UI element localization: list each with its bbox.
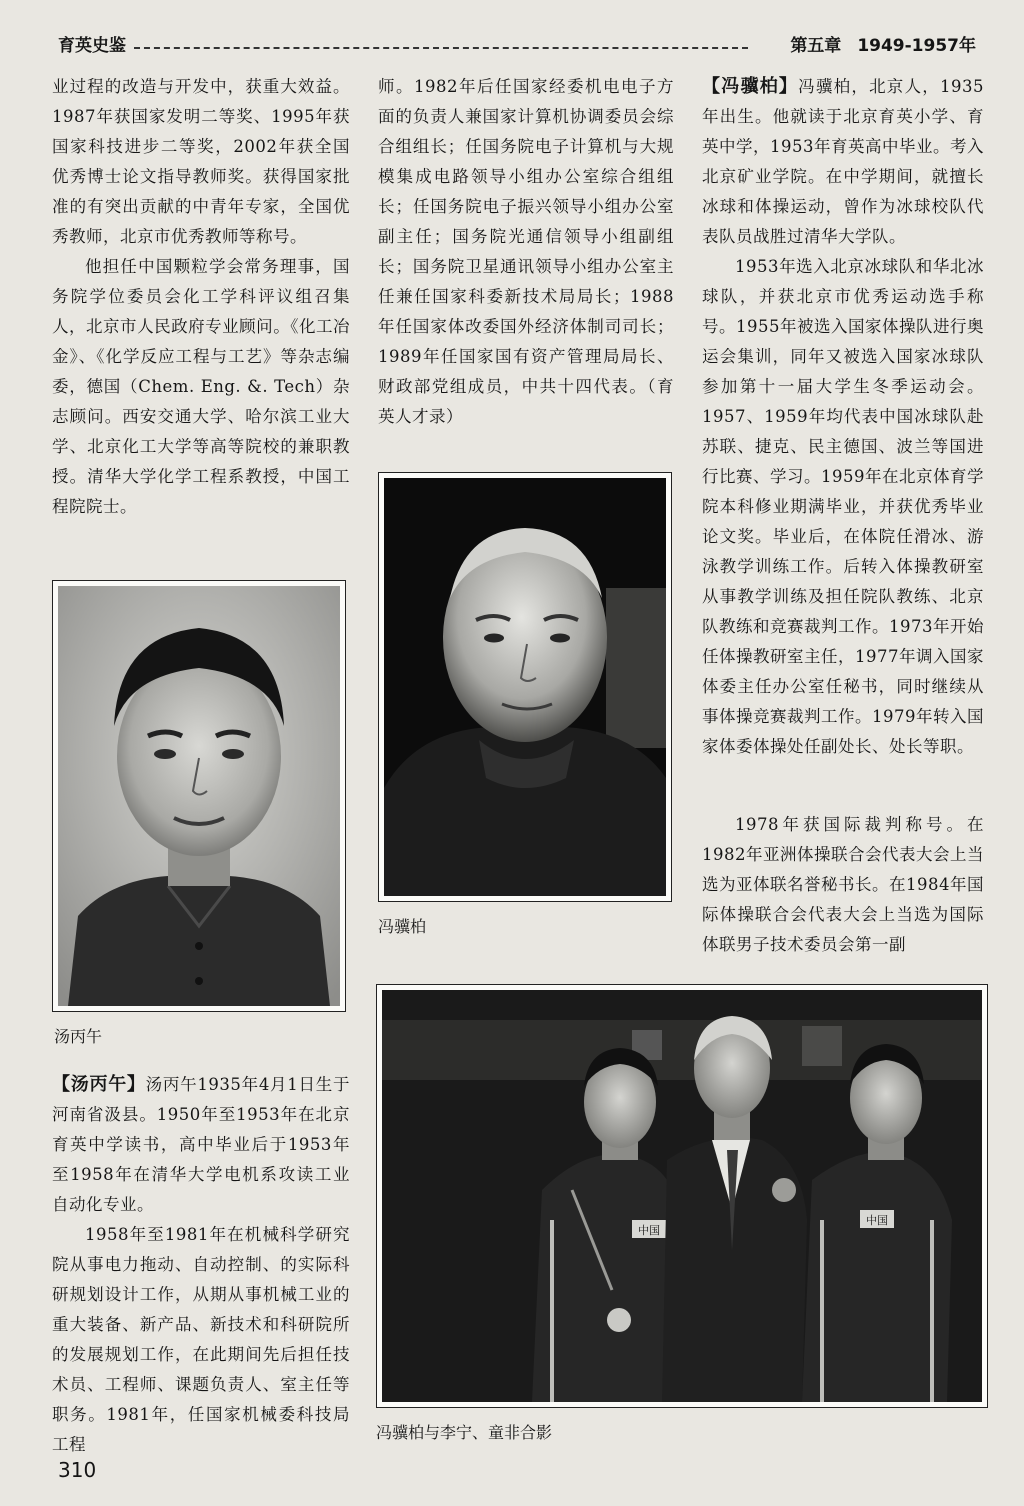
portrait-feng-jibai-image bbox=[384, 478, 666, 896]
group-photo bbox=[376, 984, 988, 1408]
paragraph: 他担任中国颗粒学会常务理事，国务院学位委员会化工学科评议组召集人，北京市人民政府专业顾问。《化工冶金》、《化学反应工程与工艺》等杂志编委，德国（Chem. Eng. &. Tech）杂志顾问。西安交通大学、哈尔滨工业大学、北京化工大学等高等院校的兼职教授。清华大学化学工程系教授，中国工程院院士。 bbox=[52, 257, 350, 516]
chapter-years: 1949-1957年 bbox=[857, 36, 976, 56]
entry-text: 汤丙午1935年4月1日生于河南省汲县。1950年至1953年在北京育英中学读书，高中毕业后于1953年至1958年在清华大学电机系攻读工业自动化专业。 bbox=[52, 1075, 350, 1214]
entry-text: 冯骥柏，北京人，1935年出生。他就读于北京育英小学、育英中学，1953年育英高中毕业。考入北京矿业学院。在中学期间，就擅长冰球和体操运动，曾作为冰球校队代表队员战胜过清华大学队。 bbox=[702, 77, 984, 246]
portrait-tang-bingwu bbox=[52, 580, 346, 1012]
middle-column-text bbox=[378, 72, 674, 432]
portrait-feng-jibai bbox=[378, 472, 672, 902]
group-photo-image bbox=[382, 990, 982, 1402]
page-header bbox=[52, 34, 976, 60]
jersey-label-right: 中国 bbox=[866, 1214, 888, 1227]
portrait-tang-caption: 汤丙午 bbox=[54, 1027, 103, 1046]
entry-tang-bingwu bbox=[52, 1070, 350, 1220]
book-title: 育英史鉴 bbox=[58, 36, 126, 56]
paragraph: 业过程的改造与开发中，获重大效益。1987年获国家发明二等奖、1995年获国家科技进步二等奖，2002年获全国优秀博士论文指导教师奖。获得国家批准的有突出贡献的中青年专家，全国优秀教师，北京市优秀教师等称号。 bbox=[52, 77, 350, 246]
entry-name-label: 【冯骥柏】 bbox=[702, 76, 799, 97]
group-photo-caption: 冯骥柏与李宁、童非合影 bbox=[376, 1423, 553, 1442]
paragraph: 1978年获国际裁判称号。在1982年亚洲体操联合会代表大会上当选为亚体联名誉秘书长。在1984年国际体操联合会代表大会上当选为国际体联男子技术委员会第一副 bbox=[702, 815, 984, 954]
portrait-tang-bingwu-image bbox=[58, 586, 340, 1006]
chapter-heading bbox=[790, 34, 976, 58]
portrait-feng-caption: 冯骥柏 bbox=[378, 917, 427, 936]
jersey-label-left: 中国 bbox=[638, 1224, 660, 1237]
left-column-entry bbox=[52, 1066, 350, 1460]
right-column-continued bbox=[702, 810, 984, 960]
paragraph: 1958年至1981年在机械科学研究院从事电力拖动、自动控制、的实际科研规划设计工作，从期从事机械工业的重大装备、新产品、新技术和科研院所的发展规划工作，在此期间先后担任技术员、工程师、课题负责人、室主任等职务。1981年，任国家机械委科技局工程 bbox=[52, 1225, 350, 1454]
chapter-label: 第五章 bbox=[790, 36, 842, 56]
paragraph: 1953年选入北京冰球队和华北冰球队，并获北京市优秀运动选手称号。1955年被选入国家体操队进行奥运会集训，同年又被选入国家冰球队参加第十一届大学生冬季运动会。1957、1959年均代表中国冰球队赴苏联、捷克、民主德国、波兰等国进行比赛、学习。1959年在北京体育学院本科修业期满毕业，并获优秀毕业论文奖。毕业后，在体院任滑冰、游泳教学训练工作。后转入体操教研室从事教学训练及担任院队教练、北京队教练和竞赛裁判工作。1973年开始任体操教研室主任，1977年调入国家体委主任办公室任秘书，同时继续从事体操竞赛裁判工作。1979年转入国家体委体操处任副处长、处长等职。 bbox=[702, 257, 984, 756]
paragraph: 师。1982年后任国家经委机电电子方面的负责人兼国家计算机协调委员会综合组组长；任国务院电子计算机与大规模集成电路领导小组办公室综合组组长；任国务院电子振兴领导小组办公室副主任；国务院光通信领导小组副组长；国务院卫星通讯领导小组办公室主任兼任国家科委新技术局局长；1988年任国家体改委国外经济体制司司长；1989年任国家国有资产管理局局长、财政部党组成员，中共十四代表。（育英人才录） bbox=[378, 77, 674, 426]
entry-name-label: 【汤丙午】 bbox=[52, 1074, 146, 1095]
entry-feng-jibai bbox=[702, 72, 984, 252]
header-dashed-rule bbox=[134, 47, 748, 49]
page-number: 310 bbox=[58, 1458, 97, 1482]
right-column-text bbox=[702, 72, 984, 762]
left-column-text bbox=[52, 72, 350, 522]
